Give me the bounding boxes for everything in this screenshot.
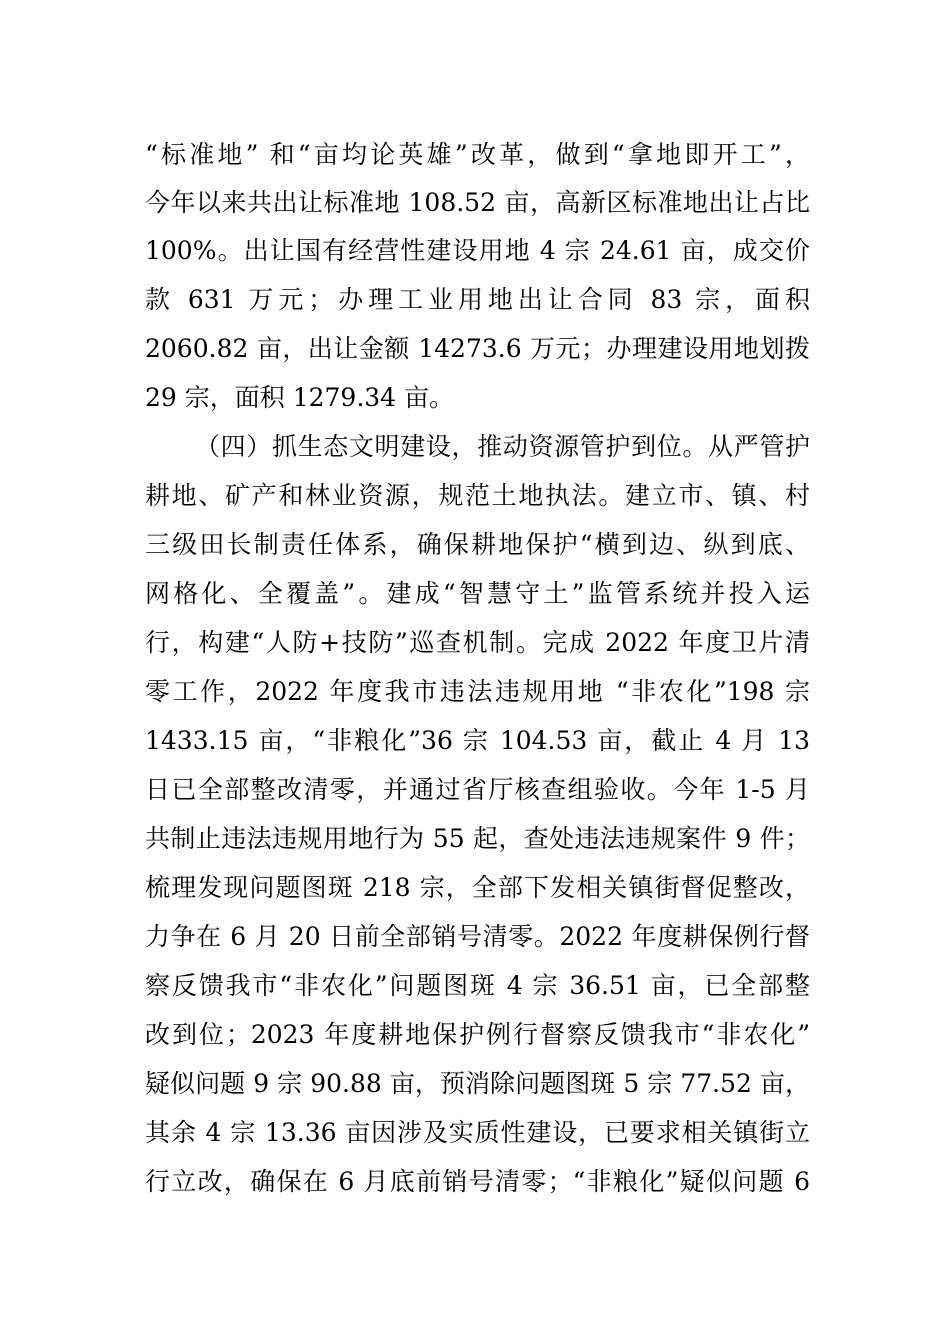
text-line: 疑似问题 9 宗 90.88 亩，预消除问题图斑 5 宗 77.52 亩， <box>145 1069 810 1098</box>
text-line: 零工作，2022 年度我市违法违规用地 “非农化”198 宗 <box>145 677 810 706</box>
text-line: 行立改，确保在 6 月底前销号清零；“非粮化”疑似问题 6 <box>145 1167 810 1196</box>
text-line: 网格化、全覆盖”。建成“智慧守土”监管系统并投入运 <box>145 579 810 608</box>
text-line: 2060.82 亩，出让金额 14273.6 万元；办理建设用地划拨 <box>145 334 810 363</box>
text-line: 行，构建“人防+技防”巡查机制。完成 2022 年度卫片清 <box>145 628 810 657</box>
text-line: 1433.15 亩，“非粮化”36 宗 104.53 亩，截止 4 月 13 <box>145 726 810 755</box>
text-line: 共制止违法违规用地行为 55 起，查处违法违规案件 9 件； <box>145 824 810 853</box>
section-heading-line: （四）抓生态文明建设，推动资源管护到位。从严管护 <box>195 432 810 461</box>
text-line: 三级田长制责任体系，确保耕地保护“横到边、纵到底、 <box>145 530 810 559</box>
text-line: 29 宗，面积 1279.34 亩。 <box>145 383 455 412</box>
text-line: 今年以来共出让标准地 108.52 亩，高新区标准地出让占比 <box>145 188 810 217</box>
text-line: 改到位；2023 年度耕地保护例行督察反馈我市“非农化” <box>145 1020 810 1049</box>
text-line: 力争在 6 月 20 日前全部销号清零。2022 年度耕保例行督 <box>145 922 810 951</box>
text-line: 梳理发现问题图斑 218 宗，全部下发相关镇街督促整改， <box>145 873 810 902</box>
text-line: 其余 4 宗 13.36 亩因涉及实质性建设，已要求相关镇街立 <box>145 1118 810 1147</box>
text-line: “标准地” 和“亩均论英雄”改革，做到“拿地即开工”， <box>145 140 810 169</box>
text-line: 察反馈我市“非农化”问题图斑 4 宗 36.51 亩，已全部整 <box>145 971 810 1000</box>
text-line: 款 631 万元；办理工业用地出让合同 83 宗，面积 <box>145 285 810 314</box>
text-line: 日已全部整改清零，并通过省厅核查组验收。今年 1-5 月 <box>145 775 810 804</box>
text-line: 耕地、矿产和林业资源，规范土地执法。建立市、镇、村 <box>145 481 810 510</box>
text-line: 100%。出让国有经营性建设用地 4 宗 24.61 亩，成交价 <box>145 236 810 265</box>
